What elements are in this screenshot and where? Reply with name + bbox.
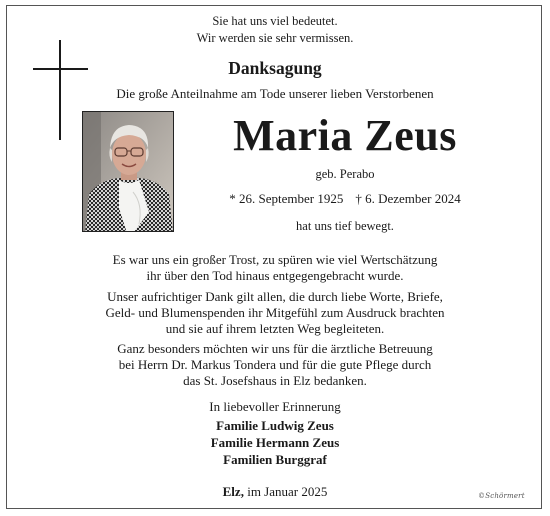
paragraph-3 (0, 341, 550, 389)
paragraph-line: und sie auf ihrem letzten Weg begleiteten. (165, 321, 385, 336)
portrait-photo (82, 111, 174, 232)
intro-line-2: Wir werden sie sehr vermissen. (196, 31, 354, 45)
deceased-name: Maria Zeus (233, 111, 457, 160)
death-date: † 6. Dezember 2024 (355, 191, 461, 206)
designer-signature: ©Schörmert (478, 492, 525, 500)
paragraph-line: Es war uns ein großer Trost, zu spüren wie viel Wertschätzung (112, 252, 438, 267)
intro-line-1: Sie hat uns viel bedeutet. (212, 14, 338, 28)
moved-text: hat uns tief bewegt. (296, 219, 394, 233)
intro-verse (0, 13, 550, 47)
paragraph-line: Geld- und Blumenspenden ihr Mitgefühl zum Ausdruck brachten (105, 305, 445, 320)
paragraph-line: Unser aufrichtiger Dank gilt allen, die durch liebe Worte, Briefe, (107, 289, 443, 304)
place-month: im Januar 2025 (247, 484, 328, 499)
paragraph-line: ihr über den Tod hinaus entgegengebracht wurde. (146, 268, 404, 283)
family-name: Familien Burggraf (223, 452, 327, 467)
closing-text: In liebevoller Erinnerung (209, 399, 341, 414)
subheading: Die große Anteilnahme am Tode unserer lieben Verstorbenen (116, 86, 434, 101)
paragraph-line: das St. Josefshaus in Elz bedanken. (183, 373, 367, 388)
heading: Danksagung (228, 58, 322, 78)
paragraph-line: bei Herrn Dr. Markus Tondera und für die gute Pflege durch (118, 357, 432, 372)
paragraph-line: Ganz besonders möchten wir uns für die ärztliche Betreuung (117, 341, 433, 356)
life-dates (180, 190, 510, 207)
maiden-name: geb. Perabo (315, 167, 375, 181)
paragraph-2 (0, 289, 550, 337)
family-name: Familie Hermann Zeus (210, 435, 340, 450)
place-date (0, 484, 550, 500)
birth-date: * 26. September 1925 (229, 191, 344, 206)
paragraph-1 (0, 252, 550, 284)
family-list (0, 417, 550, 468)
place-town: Elz, (222, 484, 244, 499)
family-name: Familie Ludwig Zeus (216, 418, 334, 433)
